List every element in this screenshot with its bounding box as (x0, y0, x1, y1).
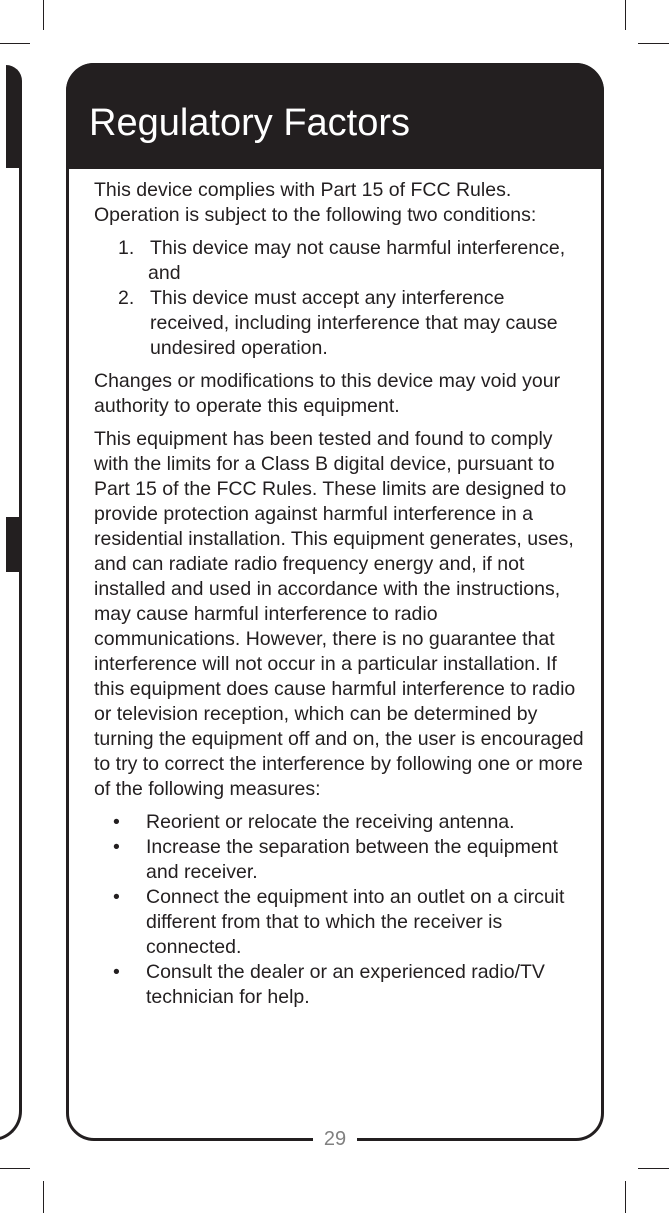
panel-header (66, 63, 604, 169)
crop-mark (43, 0, 44, 30)
page-content (94, 178, 584, 1010)
condition-item (94, 286, 584, 361)
crop-mark (0, 43, 30, 44)
adjacent-page-corner (0, 1060, 22, 1141)
measures-list (94, 810, 584, 1010)
page-title: Regulatory Factors (89, 102, 411, 144)
page-number-container (313, 1128, 357, 1150)
measure-text: Increase the separation between the equipment and receiver. (146, 836, 558, 883)
condition-text: This device must accept any interference received, including interference that may cause undesired operation. (150, 287, 558, 359)
bullet-icon: • (113, 886, 120, 908)
bullet-icon: • (113, 836, 120, 858)
adjacent-page-header (6, 65, 22, 168)
bullet-icon: • (113, 811, 120, 833)
measure-text: Reorient or relocate the receiving antenna. (146, 811, 515, 833)
crop-mark (638, 43, 669, 44)
measure-item (94, 835, 584, 885)
compliance-paragraph: This equipment has been tested and found to comply with the limits for a Class B digital device, pursuant to Part 15 of the FCC Rules. These limits are designed to provide protection against harmful interference in a residential installation. This equipment generates, uses, and can radiate radio frequency energy and, if not installed and used in accordance with the instructions, may cause harmful interference to radio communications. However, there is no guarantee that interference will not occur in a particular installation. If this equipment does cause harmful interference to radio or television reception, which can be determined by turning the equipment off and on, the user is encouraged to try to correct the interference by following one or more of the following measures: (94, 428, 584, 800)
condition-conjunction: and (148, 262, 181, 284)
condition-text: This device may not cause harmful interference, (150, 237, 566, 259)
measure-text: Consult the dealer or an experienced radio/TV technician for help. (146, 961, 545, 1008)
intro-paragraph: This device complies with Part 15 of FCC Rules. Operation is subject to the following two conditions: (94, 179, 537, 226)
conditions-list (94, 236, 584, 361)
crop-mark (625, 1181, 626, 1213)
condition-number: 2. (118, 287, 135, 309)
measure-item (94, 885, 584, 960)
crop-mark (625, 0, 626, 30)
condition-number: 1. (118, 237, 135, 259)
crop-mark (638, 1168, 669, 1169)
measure-item (94, 810, 584, 835)
adjacent-page-tab (6, 517, 22, 572)
condition-item (94, 236, 584, 286)
measure-text: Connect the equipment into an outlet on a circuit different from that to which the receiver is connected. (146, 886, 565, 958)
bullet-icon: • (113, 961, 120, 983)
adjacent-page-border (19, 160, 22, 1105)
measure-item (94, 960, 584, 1010)
crop-mark (0, 1168, 30, 1169)
page-number: 29 (323, 1128, 347, 1150)
crop-mark (43, 1181, 44, 1213)
changes-paragraph: Changes or modifications to this device may void your authority to operate this equipment. (94, 370, 561, 417)
